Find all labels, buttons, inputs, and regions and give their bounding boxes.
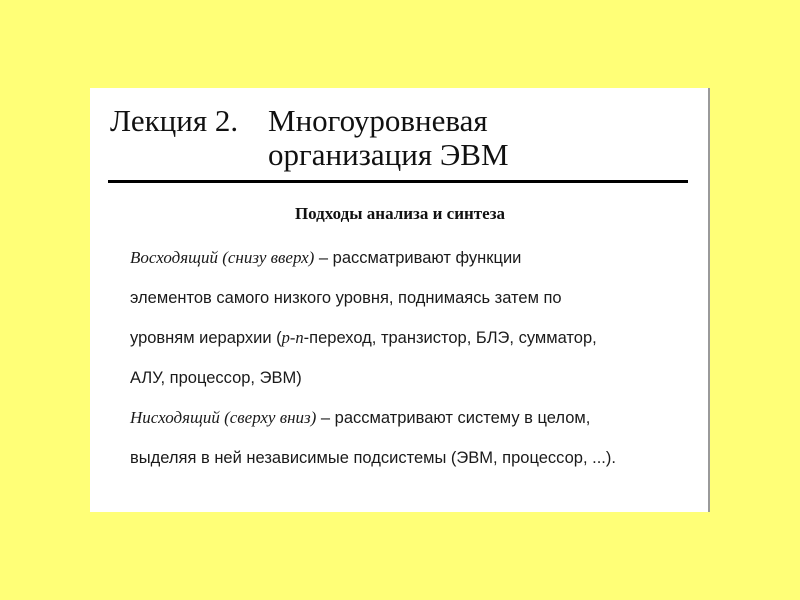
body-line-2: элементов самого низкого уровня, поднимаясь затем по [130,288,562,307]
body-line-3 [130,318,705,359]
section-heading: Подходы анализа и синтеза [294,204,506,223]
term-bottom-up: Восходящий (снизу вверх) [130,248,315,267]
term-top-down: Нисходящий (сверху вниз) [130,408,317,427]
body-line-6: выделяя в ней независимые подсистемы (ЭВМ, процессор, ...). [130,448,616,467]
slide [90,88,710,512]
title-divider [108,180,688,183]
body-text: – рассматривают функции [314,249,522,267]
title-line-1: Многоуровневая [268,103,488,138]
title-prefix: Лекция 2. [110,103,239,138]
title-line-2: организация ЭВМ [268,137,509,172]
body-text: -переход, транзистор, БЛЭ, сумматор, [303,329,597,347]
body-line-1 [130,238,705,279]
body-text: уровням иерархии ( [130,329,282,347]
pn-term: p-n [281,328,304,347]
body-line-4: АЛУ, процессор, ЭВМ) [130,368,302,387]
slide-body [130,238,705,478]
body-line-5 [130,398,705,439]
body-text: – рассматривают систему в целом, [316,409,591,427]
